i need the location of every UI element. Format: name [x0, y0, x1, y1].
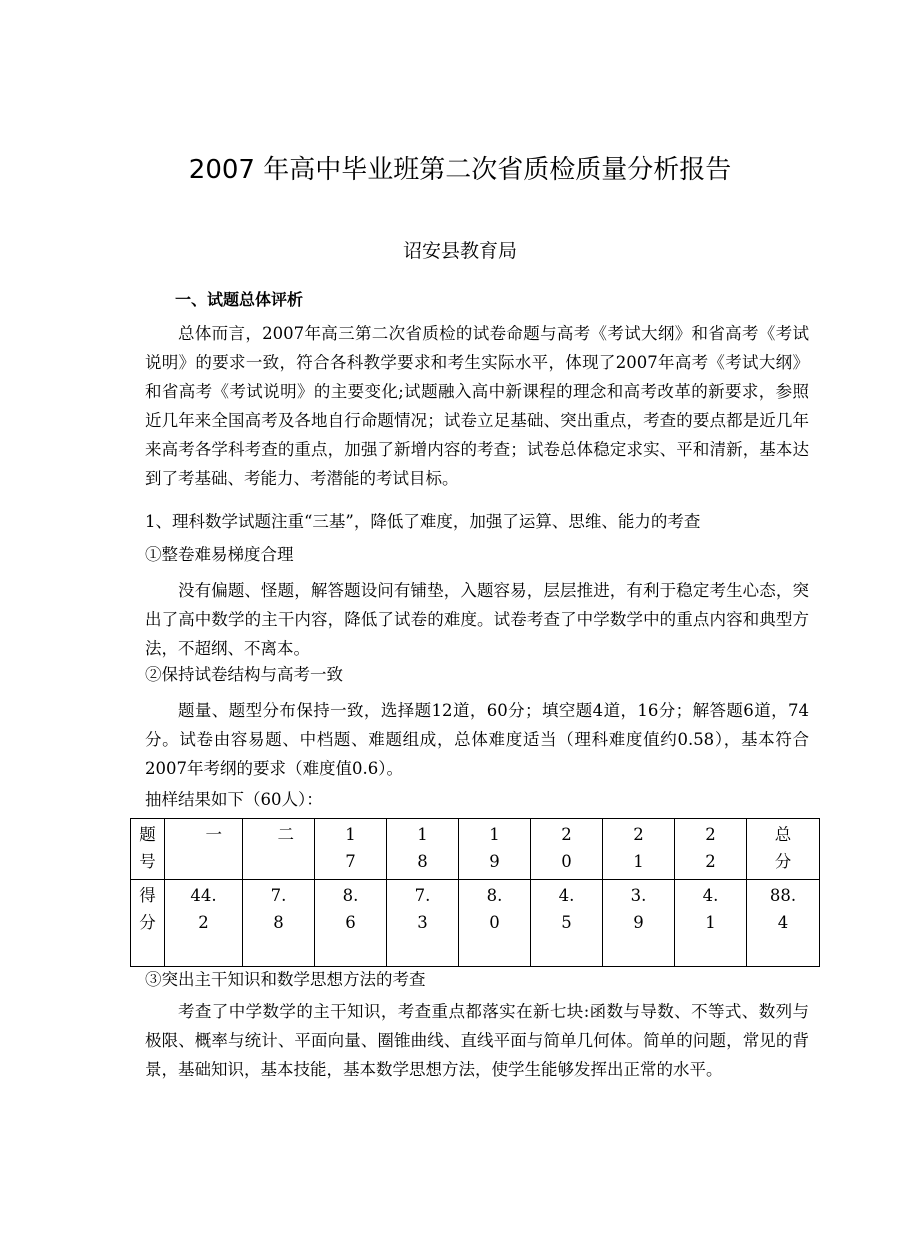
- header-col-22: 22: [705, 825, 716, 871]
- header-col-2: 二: [277, 825, 294, 844]
- score-total: 88.4: [769, 886, 797, 932]
- score-2: 7.8: [270, 886, 287, 932]
- score-cell: [459, 880, 531, 967]
- score-label: 得分: [139, 886, 156, 932]
- header-cell: [747, 819, 820, 880]
- document-author: 诏安县教育局: [402, 240, 517, 262]
- header-col-20: 20: [561, 825, 572, 871]
- score-1: 44.2: [190, 886, 217, 932]
- header-col-total: 总分: [774, 825, 792, 871]
- score-cell: [243, 880, 315, 967]
- score-22: 4.1: [702, 886, 719, 932]
- score-cell: [675, 880, 747, 967]
- header-col-19: 19: [489, 825, 500, 871]
- header-col-17: 17: [345, 825, 356, 871]
- item-math-heading: 1、理科数学试题注重“三基”，降低了难度，加强了运算、思维、能力的考查: [145, 512, 701, 531]
- score-17: 8.6: [342, 886, 359, 932]
- score-cell: [387, 880, 459, 967]
- header-cell: [675, 819, 747, 880]
- table-header-row: [131, 819, 820, 880]
- subheading-structure: ②保持试卷结构与高考一致: [145, 665, 343, 684]
- score-cell: [603, 880, 675, 967]
- paragraph-difficulty: 没有偏题、怪题，解答题设问有铺垫，入题容易，层层推进，有利于稳定考生心态，突出了高中数学的主干内容，降低了试卷的难度。试卷考查了中学数学中的重点内容和典型方法，不超纲、不离本。: [145, 581, 809, 658]
- header-col-21: 21: [633, 825, 644, 871]
- paragraph-main-knowledge: 考查了中学数学的主干知识，考查重点都落实在新七块:函数与导数、不等式、数列与极限、概率与统计、平面向量、圈锥曲线、直线平面与简单几何体。简单的问题，常见的背景，基础知识，基本技能，基本数学思想方法，使学生能够发挥出正常的水平。: [145, 1002, 809, 1079]
- header-col-1: 一: [205, 825, 222, 844]
- score-cell: [315, 880, 387, 967]
- header-cell: [165, 819, 243, 880]
- score-table: [130, 818, 820, 967]
- score-cell: [747, 880, 820, 967]
- table-score-row: [131, 880, 820, 967]
- header-cell: [315, 819, 387, 880]
- header-col-18: 18: [417, 825, 428, 871]
- score-label-cell: [131, 880, 165, 967]
- score-cell: [531, 880, 603, 967]
- score-cell: [165, 880, 243, 967]
- paragraph-structure: 题量、题型分布保持一致，选择题12道，60分；填空题4道，16分；解答题6道，74分。试卷由容易题、中档题、难题组成，总体难度适当（理科难度值约0.58），基本符合2007年考纲的要求（难度值0.6）。: [145, 701, 809, 778]
- score-18: 7.3: [414, 886, 431, 932]
- subheading-main-knowledge: ③突出主干知识和数学思想方法的考查: [145, 970, 426, 989]
- header-cell: [387, 819, 459, 880]
- header-label-cell: [131, 819, 165, 880]
- paragraph-overview: 总体而言，2007年高三第二次省质检的试卷命题与高考《考试大纲》和省高考《考试说明》的要求一致，符合各科教学要求和考生实际水平，体现了2007年高考《考试大纲》和省高考《考试说明》的主要变化;试题融入高中新课程的理念和高考改革的新要求，参照近几年来全国高考及各地自行命题情况；试卷立足基础、突出重点，考查的要点都是近几年来高考各学科考查的重点，加强了新增内容的考查；试卷总体稳定求实、平和清新，基本达到了考基础、考能力、考潜能的考试目标。: [145, 324, 809, 488]
- header-cell: [531, 819, 603, 880]
- section-heading: 一、试题总体评析: [175, 290, 304, 309]
- score-20: 4.5: [558, 886, 575, 932]
- document-title: 2007 年高中毕业班第二次省质检质量分析报告: [188, 155, 732, 185]
- score-19: 8.0: [486, 886, 503, 932]
- header-label: 题号: [139, 825, 156, 871]
- score-21: 3.9: [630, 886, 647, 932]
- header-cell: [243, 819, 315, 880]
- header-cell: [603, 819, 675, 880]
- sample-intro: 抽样结果如下（60人）：: [145, 790, 323, 809]
- subheading-difficulty: ①整卷难易梯度合理: [145, 545, 294, 564]
- header-cell: [459, 819, 531, 880]
